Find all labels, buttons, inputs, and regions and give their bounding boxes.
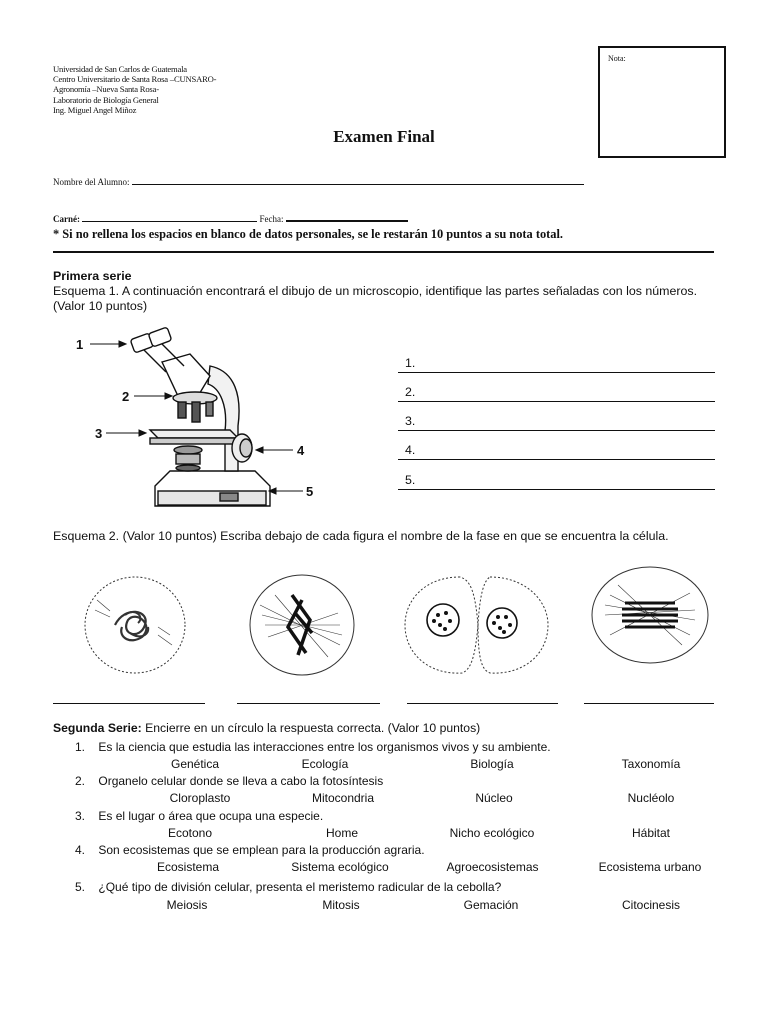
grade-label: Nota: [608, 54, 626, 63]
question-text: Organelo celular donde se lleva a cabo la fotosíntesis [98, 774, 384, 788]
microscope-label-5: 5 [306, 484, 314, 499]
option-nucleolo[interactable]: Nucléolo [627, 791, 675, 805]
option-habitat[interactable]: Hábitat [631, 826, 671, 840]
answer-number: 2. [405, 385, 416, 399]
option-mitocondria[interactable]: Mitocondria [311, 791, 375, 805]
option-sistema-ecologico[interactable]: Sistema ecológico [291, 860, 389, 874]
fecha-field[interactable] [286, 211, 408, 222]
esquema1-text: Esquema 1. A continuación encontrará el dibujo de un microscopio, identifique las partes señaladas con los números. (Valor 10 puntos) [53, 284, 698, 313]
serie1-heading: Primera serie [53, 269, 132, 283]
option-ecologia[interactable]: Ecología [301, 757, 349, 771]
microscope-label-4: 4 [297, 443, 305, 458]
option-taxonomia[interactable]: Taxonomía [621, 757, 681, 771]
question-number: 4. [75, 843, 86, 857]
microscope-label-3: 3 [95, 426, 103, 441]
option-biologia[interactable]: Biología [470, 757, 514, 771]
institution-header [53, 64, 216, 115]
answer-line-2[interactable] [398, 385, 715, 402]
option-home[interactable]: Home [325, 826, 358, 840]
carne-label: Carné: [53, 214, 80, 224]
question-number: 1. [75, 740, 86, 754]
question-text: ¿Qué tipo de división celular, presenta el meristemo radicular de la cebolla? [98, 880, 502, 894]
answer-line-1[interactable] [398, 356, 715, 373]
question-2 [75, 774, 383, 788]
serie2-heading: Segunda Serie: [53, 721, 142, 735]
fecha-label: Fecha: [259, 214, 284, 224]
institution-line: Universidad de San Carlos de Guatemala [53, 64, 187, 74]
student-name-row [53, 175, 584, 187]
answer-number: 4. [405, 443, 416, 457]
question-1 [75, 740, 551, 754]
option-meiosis[interactable]: Meiosis [166, 898, 208, 912]
option-ecosistema[interactable]: Ecosistema [156, 860, 220, 874]
option-citocinesis[interactable]: Citocinesis [621, 898, 681, 912]
option-nicho-ecologico[interactable]: Nicho ecológico [449, 826, 535, 840]
option-nucleo[interactable]: Núcleo [475, 791, 513, 805]
phase-answer-line-2[interactable] [237, 703, 380, 704]
phase-answer-line-3[interactable] [407, 703, 558, 704]
serie2-instruction: Encierre en un círculo la respuesta correcta. (Valor 10 puntos) [141, 721, 481, 735]
microscope-label-2: 2 [122, 389, 130, 404]
answer-number: 5. [405, 473, 416, 487]
cell-phases-illustration [70, 565, 730, 695]
option-ecosistema-urbano[interactable]: Ecosistema urbano [598, 860, 702, 874]
question-3 [75, 809, 323, 823]
question-number: 2. [75, 774, 86, 788]
carne-field[interactable] [82, 212, 257, 222]
answer-number: 3. [405, 414, 416, 428]
phase-answer-line-4[interactable] [584, 703, 714, 704]
carne-fecha-row [53, 211, 408, 224]
option-gemacion[interactable]: Gemación [463, 898, 519, 912]
divider [53, 251, 714, 253]
option-cloroplasto[interactable]: Cloroplasto [169, 791, 231, 805]
question-5 [75, 880, 501, 894]
phase-answer-line-1[interactable] [53, 703, 205, 704]
option-ecotono[interactable]: Ecotono [167, 826, 213, 840]
question-text: Son ecosistemas que se emplean para la producción agraria. [98, 843, 425, 857]
option-agroecosistemas[interactable]: Agroecosistemas [446, 860, 539, 874]
esquema2-text: Esquema 2. (Valor 10 puntos) Escriba debajo de cada figura el nombre de la fase en que se encuentra la célula. [53, 529, 669, 543]
warning-text: * Si no rellena los espacios en blanco de datos personales, se le restarán 10 puntos a su nota total. [53, 227, 564, 241]
question-text: Es el lugar o área que ocupa una especie. [98, 809, 324, 823]
answer-number: 1. [405, 356, 416, 370]
student-name-field[interactable] [132, 175, 584, 185]
question-number: 5. [75, 880, 86, 894]
question-number: 3. [75, 809, 86, 823]
institution-line: Laboratorio de Biología General [53, 94, 159, 105]
question-text: Es la ciencia que estudia las interacciones entre los organismos vivos y su ambiente. [98, 740, 551, 754]
student-name-label: Nombre del Alumno: [53, 177, 130, 187]
institution-line: Ing. Miguel Angel Miñoz [53, 104, 137, 115]
microscope-label-1: 1 [76, 337, 84, 352]
option-mitosis[interactable]: Mitosis [322, 898, 360, 912]
answer-line-5[interactable] [398, 473, 715, 490]
page-title: Examen Final [333, 127, 435, 146]
option-genetica[interactable]: Genética [170, 757, 220, 771]
question-4 [75, 843, 425, 857]
institution-line: Agronomía –Nueva Santa Rosa- [53, 84, 159, 95]
serie2-header [53, 721, 480, 736]
microscope-illustration [70, 326, 330, 516]
answer-line-4[interactable] [398, 443, 715, 460]
institution-line: Centro Universitario de Santa Rosa –CUNSARO- [53, 74, 217, 85]
answer-line-3[interactable] [398, 414, 715, 431]
